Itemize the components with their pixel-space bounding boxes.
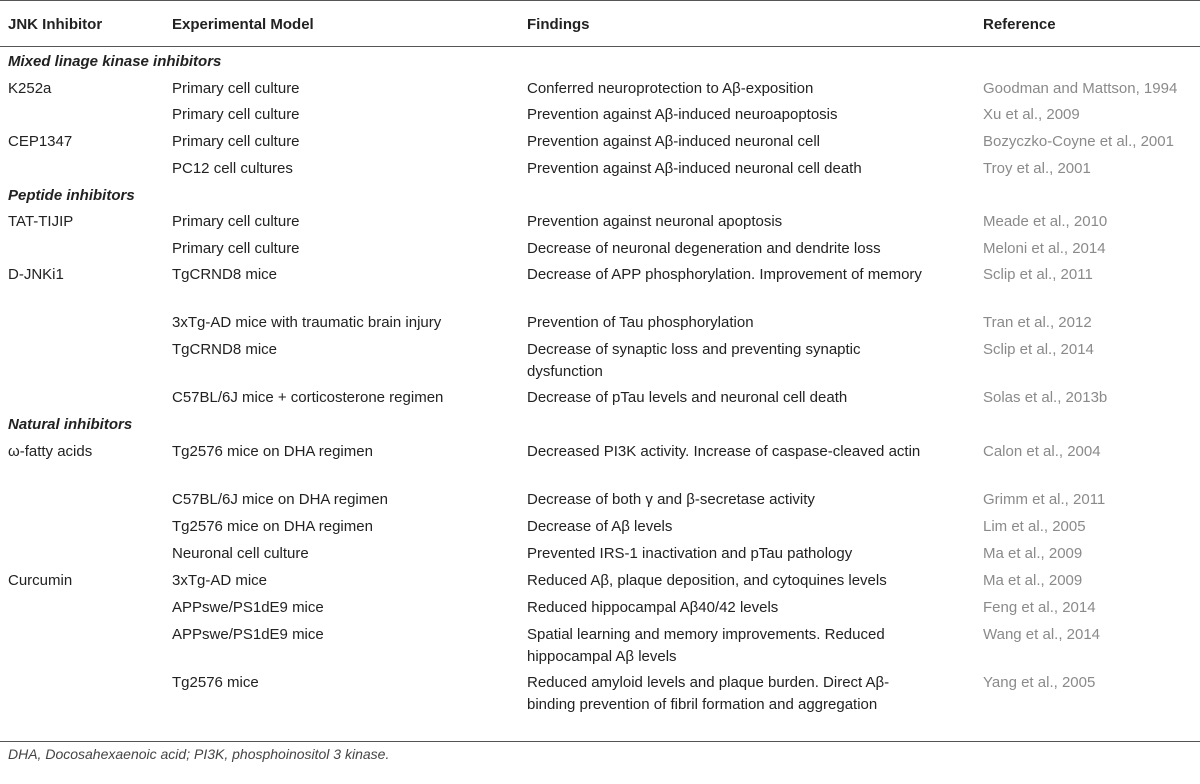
header-experimental-model: Experimental Model xyxy=(172,16,314,33)
table-body xyxy=(0,47,1200,738)
inhibitor-cell: Curcumin xyxy=(8,572,73,589)
finding-cell: Prevention against Aβ-induced neuronal cell xyxy=(527,133,820,150)
inhibitor-cell: ω-fatty acids xyxy=(8,443,93,460)
reference-cell: Sclip et al., 2011 xyxy=(983,266,1093,283)
table-bottom-rule xyxy=(0,741,1200,742)
finding-cell: Reduced amyloid levels and plaque burden. Direct Aβ-binding prevention of fibril formation and aggregation xyxy=(527,674,890,713)
table-row xyxy=(0,207,1200,234)
model-cell: Tg2576 mice on DHA regimen xyxy=(172,443,373,460)
reference-cell: Lim et al., 2005 xyxy=(983,518,1086,535)
finding-cell: Prevention of Tau phosphorylation xyxy=(527,314,754,331)
inhibitor-cell: D-JNKi1 xyxy=(8,266,64,283)
reference-cell: Meloni et al., 2014 xyxy=(983,240,1106,257)
finding-cell: Decrease of APP phosphorylation. Improvement of memory xyxy=(527,266,922,283)
model-cell: Primary cell culture xyxy=(172,240,300,257)
reference-cell: Goodman and Mattson, 1994 xyxy=(983,80,1178,97)
finding-cell: Decrease of Aβ levels xyxy=(527,518,673,535)
finding-cell: Decreased PI3K activity. Increase of caspase-cleaved actin xyxy=(527,443,921,460)
model-cell: Primary cell culture xyxy=(172,80,300,97)
finding-cell: Spatial learning and memory improvements. Reduced hippocampal Aβ levels xyxy=(527,626,885,665)
reference-cell: Wang et al., 2014 xyxy=(983,626,1101,643)
inhibitor-cell: TAT-TIJIP xyxy=(8,213,74,230)
model-cell: 3xTg-AD mice xyxy=(172,572,268,589)
header-jnk-inhibitor: JNK Inhibitor xyxy=(8,16,103,33)
reference-cell: Ma et al., 2009 xyxy=(983,545,1083,562)
table-row xyxy=(0,260,1200,308)
reference-cell: Grimm et al., 2011 xyxy=(983,491,1106,508)
model-cell: Primary cell culture xyxy=(172,106,300,123)
reference-cell: Xu et al., 2009 xyxy=(983,106,1080,123)
section-title: Mixed linage kinase inhibitors xyxy=(8,53,222,70)
reference-cell: Troy et al., 2001 xyxy=(983,160,1091,177)
section-row xyxy=(0,47,1200,74)
model-cell: Tg2576 mice xyxy=(172,674,259,691)
table-row xyxy=(0,620,1200,668)
table-row xyxy=(0,512,1200,539)
reference-cell: Yang et al., 2005 xyxy=(983,674,1096,691)
table-row xyxy=(0,74,1200,100)
model-cell: Primary cell culture xyxy=(172,213,300,230)
finding-cell: Reduced hippocampal Aβ40/42 levels xyxy=(527,599,779,616)
finding-cell: Prevented IRS-1 inactivation and pTau pathology xyxy=(527,545,853,562)
model-cell: APPswe/PS1dE9 mice xyxy=(172,626,324,643)
header-findings: Findings xyxy=(527,16,590,33)
reference-cell: Sclip et al., 2014 xyxy=(983,341,1094,358)
model-cell: Tg2576 mice on DHA regimen xyxy=(172,518,373,535)
table-row xyxy=(0,485,1200,512)
finding-cell: Conferred neuroprotection to Aβ-exposition xyxy=(527,80,814,97)
section-row xyxy=(0,181,1200,207)
table-row xyxy=(0,566,1200,593)
table-row xyxy=(0,593,1200,620)
reference-cell: Ma et al., 2009 xyxy=(983,572,1083,589)
model-cell: Neuronal cell culture xyxy=(172,545,309,562)
section-title: Peptide inhibitors xyxy=(8,187,135,204)
model-cell: C57BL/6J mice on DHA regimen xyxy=(172,491,388,508)
header-reference: Reference xyxy=(983,16,1056,33)
finding-cell: Decrease of pTau levels and neuronal cell death xyxy=(527,389,848,406)
reference-cell: Tran et al., 2012 xyxy=(983,314,1092,331)
table-row xyxy=(0,668,1200,738)
model-cell: 3xTg-AD mice with traumatic brain injury xyxy=(172,314,442,331)
model-cell: C57BL/6J mice + corticosterone regimen xyxy=(172,389,444,406)
model-cell: TgCRND8 mice xyxy=(172,266,278,283)
table-row xyxy=(0,154,1200,181)
table-footnote: DHA, Docosahexaenoic acid; PI3K, phosphoinositol 3 kinase. xyxy=(8,746,390,762)
reference-cell: Solas et al., 2013b xyxy=(983,389,1108,406)
reference-cell: Bozyczko-Coyne et al., 2001 xyxy=(983,133,1174,150)
table-row xyxy=(0,539,1200,566)
finding-cell: Decrease of synaptic loss and preventing synaptic dysfunction xyxy=(527,341,861,380)
finding-cell: Reduced Aβ, plaque deposition, and cytoquines levels xyxy=(527,572,887,589)
table-row xyxy=(0,308,1200,335)
finding-cell: Prevention against Aβ-induced neuronal cell death xyxy=(527,160,862,177)
inhibitor-cell: CEP1347 xyxy=(8,133,73,150)
model-cell: TgCRND8 mice xyxy=(172,341,278,358)
table-row xyxy=(0,335,1200,383)
inhibitor-cell: K252a xyxy=(8,80,52,97)
table-row xyxy=(0,127,1200,154)
finding-cell: Decrease of neuronal degeneration and dendrite loss xyxy=(527,240,881,257)
table-row xyxy=(0,100,1200,127)
finding-cell: Prevention against Aβ-induced neuroapoptosis xyxy=(527,106,838,123)
table-header-row xyxy=(0,0,1200,47)
table-row xyxy=(0,234,1200,260)
model-cell: PC12 cell cultures xyxy=(172,160,293,177)
finding-cell: Decrease of both γ and β-secretase activity xyxy=(527,491,815,508)
reference-cell: Feng et al., 2014 xyxy=(983,599,1096,616)
model-cell: Primary cell culture xyxy=(172,133,300,150)
section-title: Natural inhibitors xyxy=(8,416,133,433)
finding-cell: Prevention against neuronal apoptosis xyxy=(527,213,783,230)
table-row xyxy=(0,383,1200,410)
reference-cell: Calon et al., 2004 xyxy=(983,443,1101,460)
section-row xyxy=(0,410,1200,437)
table-row xyxy=(0,437,1200,485)
reference-cell: Meade et al., 2010 xyxy=(983,213,1108,230)
model-cell: APPswe/PS1dE9 mice xyxy=(172,599,324,616)
